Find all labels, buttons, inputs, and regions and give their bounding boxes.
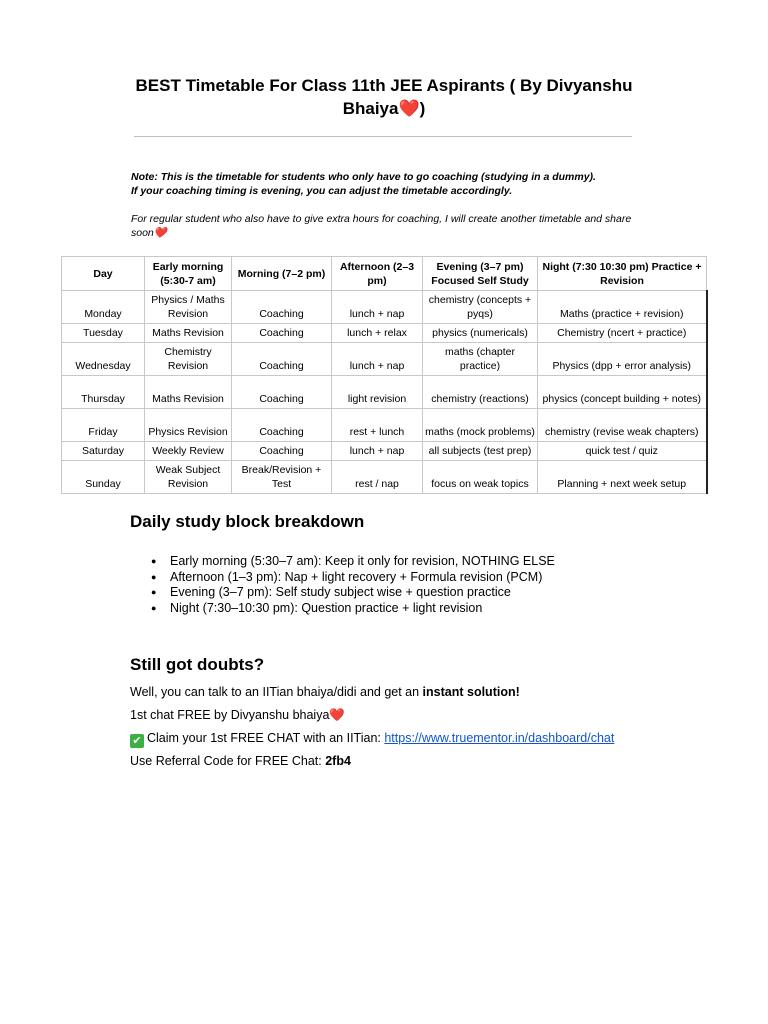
table-cell: maths (mock problems) xyxy=(423,409,538,442)
table-cell: Coaching xyxy=(232,291,332,324)
title-class: Class 11th xyxy=(301,76,386,95)
table-cell: chemistry (concepts + pyqs) xyxy=(423,291,538,324)
table-cell: Sunday xyxy=(62,461,145,494)
timetable-header-row xyxy=(62,257,707,291)
doubts-heading: Still got doubts? xyxy=(130,655,265,674)
table-cell: Break/Revision + Test xyxy=(232,461,332,494)
claim-text: Claim your 1st FREE CHAT with an IITian: xyxy=(147,731,385,745)
table-cell: Coaching xyxy=(232,324,332,343)
regular-student-note xyxy=(131,212,641,240)
list-item: ● Early morning (5:30–7 am): Keep it only for revision, NOTHING ELSE xyxy=(130,554,555,570)
table-cell: Coaching xyxy=(232,376,332,409)
table-row xyxy=(62,409,707,442)
title-part1: BEST Timetable For xyxy=(135,76,302,95)
table-cell: rest / nap xyxy=(332,461,423,494)
instant-solution-text: instant solution! xyxy=(422,685,520,699)
table-cell: Wednesday xyxy=(62,343,145,376)
note-text xyxy=(131,170,641,198)
check-icon: ✔ xyxy=(130,734,144,748)
doubts-line-1 xyxy=(130,684,520,700)
table-cell: Friday xyxy=(62,409,145,442)
table-cell: physics (numericals) xyxy=(423,324,538,343)
table-row xyxy=(62,376,707,409)
table-cell: chemistry (revise weak chapters) xyxy=(538,409,707,442)
table-cell: Chemistry Revision xyxy=(145,343,232,376)
free-chat-text: 1st chat FREE by Divyanshu bhaiya xyxy=(130,708,330,722)
header-cell: Evening (3–7 pm) Focused Self Study xyxy=(423,257,538,291)
table-row xyxy=(62,442,707,461)
table-cell: Weekly Review xyxy=(145,442,232,461)
breakdown-list xyxy=(130,554,555,616)
table-cell: Physics (dpp + error analysis) xyxy=(538,343,707,376)
table-cell: Physics / Maths Revision xyxy=(145,291,232,324)
table-cell: rest + lunch xyxy=(332,409,423,442)
table-cell: Chemistry (ncert + practice) xyxy=(538,324,707,343)
table-cell: Saturday xyxy=(62,442,145,461)
table-row xyxy=(62,461,707,494)
regular-note-text: For regular student who also have to give extra hours for coaching, I will create another timetable and share soon xyxy=(131,213,632,239)
table-cell: Thursday xyxy=(62,376,145,409)
table-cell: light revision xyxy=(332,376,423,409)
title-part2: JEE Aspirants ( By Divyanshu Bhaiya xyxy=(342,76,633,118)
table-cell: Physics Revision xyxy=(145,409,232,442)
table-cell: Planning + next week setup xyxy=(538,461,707,494)
referral-code: 2fb4 xyxy=(325,754,351,768)
heart-icon: ❤️ xyxy=(398,99,420,118)
table-row xyxy=(62,343,707,376)
table-row xyxy=(62,324,707,343)
table-cell: chemistry (reactions) xyxy=(423,376,538,409)
referral-text: Use Referral Code for FREE Chat: xyxy=(130,754,326,768)
header-cell: Morning (7–2 pm) xyxy=(232,257,332,291)
table-cell: Weak Subject Revision xyxy=(145,461,232,494)
doubts-line-4 xyxy=(130,753,351,769)
title-close: ) xyxy=(419,99,426,118)
timetable xyxy=(61,256,708,494)
table-cell: focus on weak topics xyxy=(423,461,538,494)
table-cell: Coaching xyxy=(232,442,332,461)
table-cell: lunch + nap xyxy=(332,442,423,461)
horizontal-rule xyxy=(134,136,632,137)
note-line1: Note: This is the timetable for students who only have to go coaching (studying in a dummy). xyxy=(131,171,596,183)
truementor-link[interactable]: https://www.truementor.in/dashboard/chat xyxy=(384,731,615,745)
note-line2: If your coaching timing is evening, you can adjust the timetable accordingly. xyxy=(131,185,513,197)
table-cell: Maths Revision xyxy=(145,376,232,409)
list-item: ● Afternoon (1–3 pm): Nap + light recovery + Formula revision (PCM) xyxy=(130,570,555,586)
table-cell: Monday xyxy=(62,291,145,324)
table-row xyxy=(62,291,707,324)
table-cell: Tuesday xyxy=(62,324,145,343)
table-cell: quick test / quiz xyxy=(538,442,707,461)
table-cell: Coaching xyxy=(232,409,332,442)
breakdown-heading: Daily study block breakdown xyxy=(130,512,365,531)
heart-icon: ❤️ xyxy=(153,227,167,239)
table-cell: Coaching xyxy=(232,343,332,376)
table-cell: maths (chapter practice) xyxy=(423,343,538,376)
table-cell: lunch + nap xyxy=(332,291,423,324)
doubts-line1-text: Well, you can talk to an IITian bhaiya/didi and get an xyxy=(130,685,423,699)
table-cell: Maths Revision xyxy=(145,324,232,343)
table-cell: lunch + relax xyxy=(332,324,423,343)
doubts-line-2 xyxy=(130,707,345,723)
heart-icon: ❤️ xyxy=(329,708,345,722)
list-item: ● Evening (3–7 pm): Self study subject wise + question practice xyxy=(130,585,555,601)
page-title xyxy=(120,74,648,120)
header-cell: Early morning (5:30-7 am) xyxy=(145,257,232,291)
list-item: ● Night (7:30–10:30 pm): Question practice + light revision xyxy=(130,601,555,617)
table-cell: physics (concept building + notes) xyxy=(538,376,707,409)
header-cell: Afternoon (2–3 pm) xyxy=(332,257,423,291)
table-cell: all subjects (test prep) xyxy=(423,442,538,461)
doubts-line-3 xyxy=(130,730,614,748)
table-cell: lunch + nap xyxy=(332,343,423,376)
table-cell: Maths (practice + revision) xyxy=(538,291,707,324)
header-cell: Day xyxy=(62,257,145,291)
header-cell: Night (7:30 10:30 pm) Practice + Revision xyxy=(538,257,707,291)
